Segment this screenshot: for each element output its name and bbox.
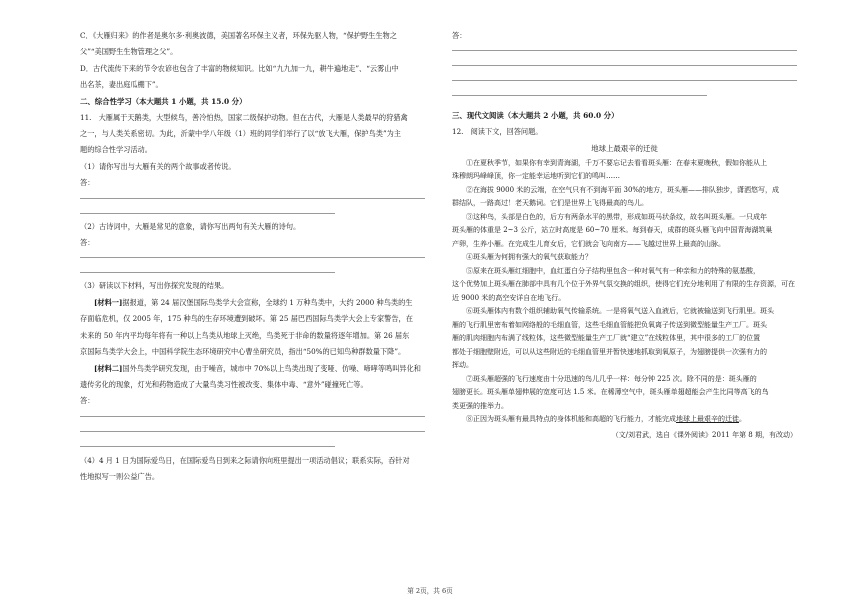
option-d-line-1: D．古代流传下来的节令农谚也包含了丰富的物候知识。比如“九九加一九，耕牛遍地走”、“云雾山中 [80,63,399,73]
q12-stem: 12. 阅读下文，回答问题。 [452,127,543,137]
q11-sub-2: （2）古诗词中，大雁是常见的意象，请你写出两句有关大雁的诗句。 [80,221,301,231]
paragraph-7-line-3: 类更强的推举力。 [452,401,508,410]
material-1-line-2: 存面临危机，仅 2005 年，175 种鸟的生存环境遭到破坏。第 25 届巴西国际鸟类学大会上专家警告，在 [80,314,413,324]
material-2-label: [材料二] [94,363,123,373]
left-column [80,28,425,486]
paragraph-8-line-1 [452,413,797,427]
material-1-line-4: 京国际鸟类学大会上，中国科学院生态环境研究中心曹坐研究员，指出“50%的已知鸟种群数量下降”。 [80,347,406,357]
paragraph-8-end: 。 [739,415,746,424]
section-3-heading: 三、现代文阅读（本大题共 2 小题，共 60.0 分） [452,111,619,121]
material-2-line-1 [80,361,425,377]
option-c-line-2: 父”“美国野生生物管理之父”。 [80,47,178,57]
paragraph-3-line-1: ③这种鸟，头部是白色的，后方有两条水平的黑带，形成如斑马状条纹，故名叫斑头雁。一只成年 [466,212,767,221]
paragraph-8-text: ⑧正因为斑头雁有最具特点的身体机能和高超的飞行能力，才能完成 [466,415,676,424]
right-column [452,28,797,443]
answer-label: 答： [80,238,95,248]
answer-label: 答： [80,178,95,188]
paragraph-2-line-1: ②在海拔 9000 米的云端，在空气只有不到海平面 30%的地方，斑头雁——排队独步，潇洒悠写，成 [466,185,780,194]
material-1-label: [材料一] [94,297,123,307]
paragraph-3-line-3: 产卵，生养小雁。在完成生儿育女后，它们就会飞向南方——飞越过世界上最高的山脉。 [452,239,725,248]
paragraph-7-line-2: 翅膀更长。斑头雁单翅伸展的宽度可达 1.5 米。在稀薄空气中，斑头雁单翅超能会产生比同等高飞的鸟 [452,388,769,397]
paragraph-6-line-5: 挥动。 [452,361,473,370]
paragraph-1-line-2: 珠穆朗玛峰峰顶，你一定能幸运地听到它们的鸣叫…… [452,172,620,181]
material-1-line-1 [80,295,425,311]
material-1-line-3: 未来的 50 年内平均每年将有一种以上鸟类从地球上灭绝，鸟类死于非命的数量将逐年增加。第 26 届东 [80,330,410,340]
paragraph-3-line-2: 斑头雁的体重是 2~3 公斤，站立时高度是 60~70 厘米。每到春天，成群的斑头雁飞向中国青海湖筑巢 [452,226,773,235]
option-d-line-2: 出名茶，妻出庭瓜棚下”。 [80,80,163,90]
paragraph-6-line-1: ⑥斑头雁体内有数个组织辅助氧气传输系统。一是将氧气送入血液后，它就被输送到飞行肌里。斑头 [466,307,774,316]
paragraph-2-line-2: 群结队，一路高过！老天鹅词。它们是世界上飞得最高的鸟儿。 [452,199,648,208]
paragraph-5-line-3: 近 9000 米的高空安详自在地飞行。 [452,293,566,302]
paragraph-5-line-1: ⑤原来在斑头雁红细胞中，血红蛋白分子结构里包含一种对氧气有一种亲和力的特殊的氨基酸， [466,266,760,275]
material-2-text: 国外鸟类学研究发现，由于噪音，城市中 70%以上鸟类出现了变哑、仿噪、啼哮等鸣叫异化和 [122,363,421,373]
underlined-phrase: 地球上最艰辛的迁徙 [676,415,739,424]
answer-label: 答： [80,396,95,406]
q11-sub-4-line-1: （4）4 月 1 日为国际爱鸟日，在国际爱鸟日到来之际请你向班里提出一项活动倡议；联系实际，吞针对 [80,455,410,465]
material-2-line-2: 遗传劣化的现象，灯光和药物造成了大量鸟类习性被改变、集体中毒、“意外”碰撞死亡等。 [80,379,368,389]
q11-stem-line-3: 题的综合性学习活动。 [80,145,152,155]
section-2-heading: 二、综合性学习（本大题共 1 小题，共 15.0 分） [80,96,247,106]
paragraph-6-line-2: 雁的飞行肌里密布着如网络般的毛细血管，这些毛细血管能把负氧离子传送到微型能量生产工厂。斑头 [452,320,767,329]
q11-sub-4-line-2: 性地拟写一则公益广告。 [80,472,160,482]
paragraph-7-line-1: ⑦斑头雁超强的飞行速度由十分迅速的鸟儿几乎一样：每分钟 225 次。除不同的是：斑头雁的 [466,374,757,383]
answer-label: 答： [452,31,467,40]
article-title: 地球上最艰辛的迁徙 [591,143,658,153]
paragraph-6-line-4: 都处于细胞壁附近，可以从这些附近的毛细血管里并暂快速地抓取到氧原子，为翅膀提供一次强有力的 [452,347,767,356]
q11-stem-line-1: 11. 大雁属于天鹅类，大型候鸟，善冷怕热，国家二级保护动物。但在古代，大雁是人类最早的狩猎禽 [80,112,408,122]
q11-sub-3: （3）研读以下材料，写出你探究发现的结果。 [80,281,229,291]
paragraph-4-line-1: ④斑头雁为何拥有强大的氧气获取能力？ [466,253,592,262]
page-number: 第 2页，共 6页 [407,587,453,595]
article-source: （文/刘君武，选自《课外阅读》2011 年第 8 期，有改动） [611,430,797,439]
paragraph-6-line-3: 雁的肌肉细胞内布满了线粒体，这些微型能量生产工厂就“建立”在线粒体里，其中很多的工厂的位置 [452,334,761,343]
paragraph-5-line-2: 这个优势加上斑头雁在肺部中具有几个位于外界气氛交换的组织，使得它们充分地利用了有限的生存资源，可在 [452,280,795,289]
material-1-text: 据报道，第 24 届汉堡国际鸟类学大会宣称，全球约 1 万种鸟类中，大约 2000 种鸟类的生 [122,297,413,307]
q11-stem-line-2: 之一，与人类关系密切。为此，沂蒙中学八年级（1）班的同学们举行了以“放飞大雁，保护鸟类”为主 [80,129,401,139]
option-c-line-1: C．《大雁归来》的作者是奥尔多·利奥波德，美国著名环保主义者，环保先驱人物，“保护野生生物之 [80,31,397,40]
paragraph-1-line-1: ①在夏秋季节，如果你有幸到青海湖，千万不要忘记去看看斑头雁：在春末夏晚秋，假如你能从上 [466,158,767,167]
q11-sub-1: （1）请你写出与大雁有关的两个故事或者传说。 [80,161,236,171]
